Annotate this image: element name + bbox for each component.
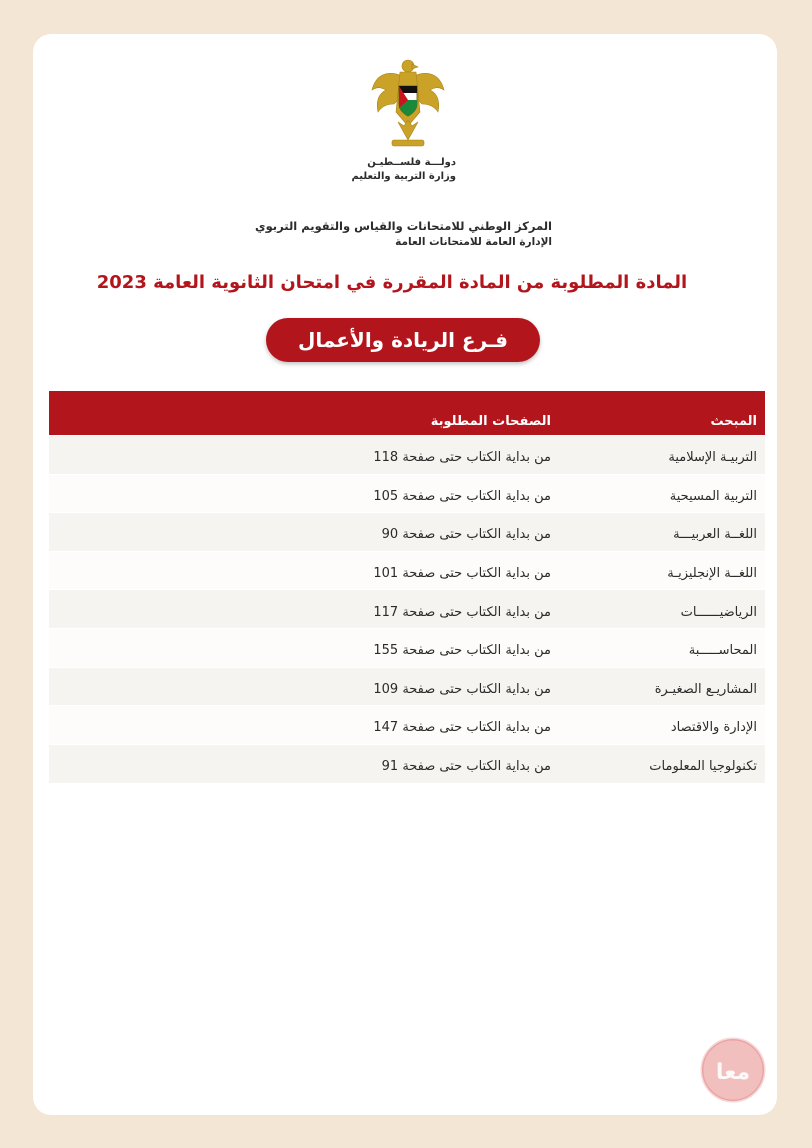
watermark-text: معا	[715, 1060, 751, 1085]
subject-cell: اللغــة العربيـــة	[673, 527, 757, 543]
pages-cell: من بداية الكتاب حتى صفحة 117	[373, 604, 551, 620]
ministry-name: وزارة التربية والتعليم	[351, 171, 456, 182]
subject-cell: التربية المسيحية	[669, 488, 757, 504]
subject-cell: المحاســـــبة	[688, 643, 757, 659]
pages-cell: من بداية الكتاب حتى صفحة 91	[381, 759, 551, 775]
directorate-name: الإدارة العامة للامتحانات العامة	[395, 236, 552, 248]
table-row	[49, 590, 765, 629]
table-header-row	[49, 391, 765, 436]
branch-badge: فـرع الريادة والأعمال	[266, 318, 540, 362]
pages-cell: من بداية الكتاب حتى صفحة 90	[381, 527, 551, 543]
pages-cell: من بداية الكتاب حتى صفحة 155	[373, 643, 551, 659]
table-row	[49, 551, 765, 590]
palestine-eagle-emblem-icon	[370, 56, 446, 148]
subject-cell: تكنولوجيا المعلومات	[649, 759, 757, 775]
subject-cell: الرياضيــــــات	[680, 604, 757, 620]
issuing-body	[180, 218, 552, 250]
header-pages: الصفحات المطلوبة	[430, 414, 551, 429]
subject-cell: اللغــة الإنجليزيـة	[667, 566, 757, 582]
center-name: المركز الوطني للامتحانات والقياس والتقويم التربوي	[255, 219, 552, 233]
table-row	[49, 474, 765, 513]
state-name: دولـــة فلســطيـن	[367, 157, 456, 168]
table-row	[49, 744, 765, 783]
page-title: المادة المطلوبة من المادة المقررة في امتحان الثانوية العامة 2023	[96, 272, 688, 293]
subjects-table	[49, 391, 765, 783]
subject-cell: التربيـة الإسلامية	[668, 450, 757, 466]
state-ministry-label	[350, 156, 456, 184]
header-subject: المبحث	[710, 414, 757, 429]
table-row	[49, 667, 765, 706]
table-row	[49, 513, 765, 552]
pages-cell: من بداية الكتاب حتى صفحة 147	[373, 720, 551, 736]
pages-cell: من بداية الكتاب حتى صفحة 105	[373, 488, 551, 504]
pages-cell: من بداية الكتاب حتى صفحة 109	[373, 681, 551, 697]
table-row	[49, 706, 765, 745]
pages-cell: من بداية الكتاب حتى صفحة 118	[373, 450, 551, 466]
pages-cell: من بداية الكتاب حتى صفحة 101	[373, 566, 551, 582]
table-row	[49, 628, 765, 667]
subject-cell: المشاريـع الصغيـرة	[654, 681, 757, 697]
subject-cell: الإدارة والاقتصاد	[670, 720, 757, 736]
table-row	[49, 436, 765, 475]
maan-logo-icon	[700, 1037, 766, 1103]
